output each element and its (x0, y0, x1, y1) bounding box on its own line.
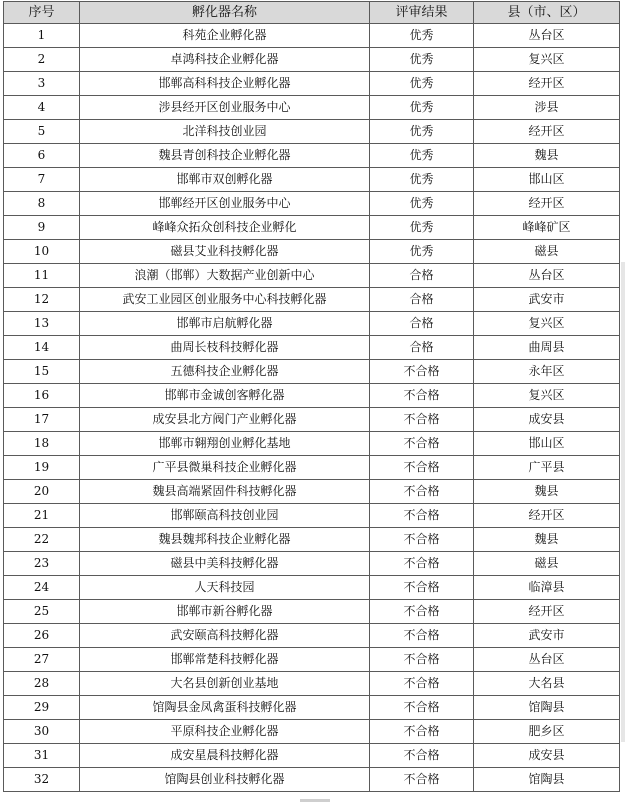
cell-incubator-name: 磁县中美科技孵化器 (80, 552, 370, 576)
cell-index: 11 (4, 264, 80, 288)
cell-district: 经开区 (474, 504, 620, 528)
cell-incubator-name: 魏县高端紧固件科技孵化器 (80, 480, 370, 504)
cell-evaluation-result: 不合格 (370, 504, 474, 528)
table-row (4, 240, 620, 264)
cell-index: 22 (4, 528, 80, 552)
cell-evaluation-result: 优秀 (370, 48, 474, 72)
cell-evaluation-result: 不合格 (370, 648, 474, 672)
cell-district: 复兴区 (474, 312, 620, 336)
cell-index: 23 (4, 552, 80, 576)
cell-district: 复兴区 (474, 384, 620, 408)
cell-district: 馆陶县 (474, 768, 620, 792)
cell-index: 12 (4, 288, 80, 312)
cell-index: 9 (4, 216, 80, 240)
cell-district: 成安县 (474, 408, 620, 432)
cell-evaluation-result: 不合格 (370, 456, 474, 480)
cell-index: 4 (4, 96, 80, 120)
table-row (4, 552, 620, 576)
table-row (4, 360, 620, 384)
cell-evaluation-result: 优秀 (370, 120, 474, 144)
cell-district: 复兴区 (474, 48, 620, 72)
table-row (4, 744, 620, 768)
table-row (4, 216, 620, 240)
cell-evaluation-result: 不合格 (370, 672, 474, 696)
cell-district: 魏县 (474, 144, 620, 168)
table-row (4, 504, 620, 528)
cell-incubator-name: 峰峰众拓众创科技企业孵化 (80, 216, 370, 240)
cell-incubator-name: 邯郸市双创孵化器 (80, 168, 370, 192)
cell-district: 广平县 (474, 456, 620, 480)
cell-evaluation-result: 合格 (370, 312, 474, 336)
cell-index: 15 (4, 360, 80, 384)
cell-district: 磁县 (474, 552, 620, 576)
cell-index: 2 (4, 48, 80, 72)
cell-district: 涉县 (474, 96, 620, 120)
cell-evaluation-result: 优秀 (370, 216, 474, 240)
cell-index: 13 (4, 312, 80, 336)
cell-evaluation-result: 优秀 (370, 168, 474, 192)
cell-index: 20 (4, 480, 80, 504)
table-row (4, 264, 620, 288)
table-row (4, 696, 620, 720)
cell-evaluation-result: 优秀 (370, 240, 474, 264)
cell-evaluation-result: 合格 (370, 288, 474, 312)
cell-evaluation-result: 不合格 (370, 624, 474, 648)
cell-evaluation-result: 不合格 (370, 576, 474, 600)
cell-district: 馆陶县 (474, 696, 620, 720)
cell-district: 曲周县 (474, 336, 620, 360)
cell-incubator-name: 邯郸市新谷孵化器 (80, 600, 370, 624)
cell-district: 经开区 (474, 192, 620, 216)
cell-index: 16 (4, 384, 80, 408)
cell-evaluation-result: 优秀 (370, 96, 474, 120)
table-row (4, 624, 620, 648)
table-row (4, 672, 620, 696)
table-row (4, 288, 620, 312)
cell-district: 丛台区 (474, 264, 620, 288)
cell-evaluation-result: 不合格 (370, 696, 474, 720)
cell-index: 8 (4, 192, 80, 216)
cell-index: 6 (4, 144, 80, 168)
cell-evaluation-result: 不合格 (370, 528, 474, 552)
cell-index: 25 (4, 600, 80, 624)
table-row (4, 168, 620, 192)
cell-district: 峰峰矿区 (474, 216, 620, 240)
cell-district: 经开区 (474, 120, 620, 144)
cell-incubator-name: 魏县青创科技企业孵化器 (80, 144, 370, 168)
table-row (4, 384, 620, 408)
cell-incubator-name: 邯郸市翱翔创业孵化基地 (80, 432, 370, 456)
cell-index: 14 (4, 336, 80, 360)
cell-index: 7 (4, 168, 80, 192)
table-body (4, 24, 620, 792)
cell-evaluation-result: 优秀 (370, 24, 474, 48)
cell-incubator-name: 魏县魏邦科技企业孵化器 (80, 528, 370, 552)
cell-district: 临漳县 (474, 576, 620, 600)
cell-incubator-name: 武安颐高科技孵化器 (80, 624, 370, 648)
header-district: 县（市、区） (474, 2, 620, 24)
cell-index: 26 (4, 624, 80, 648)
cell-index: 29 (4, 696, 80, 720)
table-row (4, 456, 620, 480)
cell-incubator-name: 邯郸市金诚创客孵化器 (80, 384, 370, 408)
cell-index: 5 (4, 120, 80, 144)
table-row (4, 648, 620, 672)
cell-district: 经开区 (474, 72, 620, 96)
table-row (4, 600, 620, 624)
header-row (4, 2, 620, 24)
cell-district: 魏县 (474, 528, 620, 552)
cell-incubator-name: 邯郸经开区创业服务中心 (80, 192, 370, 216)
cell-evaluation-result: 不合格 (370, 432, 474, 456)
cell-district: 经开区 (474, 600, 620, 624)
header-incubator-name: 孵化器名称 (80, 2, 370, 24)
cell-incubator-name: 成安县北方阀门产业孵化器 (80, 408, 370, 432)
cell-evaluation-result: 不合格 (370, 360, 474, 384)
cell-index: 18 (4, 432, 80, 456)
header-evaluation-result: 评审结果 (370, 2, 474, 24)
table-row (4, 96, 620, 120)
cell-incubator-name: 平原科技企业孵化器 (80, 720, 370, 744)
table-row (4, 528, 620, 552)
cell-incubator-name: 北洋科技创业园 (80, 120, 370, 144)
cell-district: 丛台区 (474, 648, 620, 672)
cell-index: 28 (4, 672, 80, 696)
table-row (4, 432, 620, 456)
table-row (4, 480, 620, 504)
cell-district: 永年区 (474, 360, 620, 384)
cell-evaluation-result: 不合格 (370, 480, 474, 504)
cell-incubator-name: 卓鸿科技企业孵化器 (80, 48, 370, 72)
cell-district: 武安市 (474, 288, 620, 312)
table-row (4, 720, 620, 744)
cell-incubator-name: 馆陶县金凤禽蛋科技孵化器 (80, 696, 370, 720)
table-row (4, 336, 620, 360)
cell-incubator-name: 科苑企业孵化器 (80, 24, 370, 48)
cell-district: 魏县 (474, 480, 620, 504)
cell-index: 17 (4, 408, 80, 432)
cell-incubator-name: 邯郸高科科技企业孵化器 (80, 72, 370, 96)
cell-index: 19 (4, 456, 80, 480)
cell-evaluation-result: 不合格 (370, 600, 474, 624)
cell-district: 邯山区 (474, 168, 620, 192)
cell-evaluation-result: 合格 (370, 264, 474, 288)
cell-incubator-name: 大名县创新创业基地 (80, 672, 370, 696)
cell-incubator-name: 武安工业园区创业服务中心科技孵化器 (80, 288, 370, 312)
cell-index: 3 (4, 72, 80, 96)
cell-evaluation-result: 合格 (370, 336, 474, 360)
scrollbar-track (621, 262, 625, 742)
cell-evaluation-result: 不合格 (370, 720, 474, 744)
cell-district: 磁县 (474, 240, 620, 264)
incubator-evaluation-table (3, 1, 620, 792)
cell-incubator-name: 涉县经开区创业服务中心 (80, 96, 370, 120)
table-row (4, 408, 620, 432)
cell-district: 肥乡区 (474, 720, 620, 744)
table-row (4, 768, 620, 792)
cell-index: 21 (4, 504, 80, 528)
cell-incubator-name: 磁县艾业科技孵化器 (80, 240, 370, 264)
cell-incubator-name: 人天科技园 (80, 576, 370, 600)
cell-district: 成安县 (474, 744, 620, 768)
cell-evaluation-result: 不合格 (370, 744, 474, 768)
table-row (4, 192, 620, 216)
cell-incubator-name: 广平县微巢科技企业孵化器 (80, 456, 370, 480)
cell-index: 1 (4, 24, 80, 48)
cell-index: 31 (4, 744, 80, 768)
cell-incubator-name: 曲周长枝科技孵化器 (80, 336, 370, 360)
cell-incubator-name: 馆陶县创业科技孵化器 (80, 768, 370, 792)
table-row (4, 48, 620, 72)
cell-evaluation-result: 优秀 (370, 192, 474, 216)
cell-evaluation-result: 优秀 (370, 72, 474, 96)
cell-evaluation-result: 不合格 (370, 408, 474, 432)
table-row (4, 72, 620, 96)
header-index: 序号 (4, 2, 80, 24)
cell-incubator-name: 成安星晨科技孵化器 (80, 744, 370, 768)
cell-district: 武安市 (474, 624, 620, 648)
cell-incubator-name: 浪潮（邯郸）大数据产业创新中心 (80, 264, 370, 288)
cell-evaluation-result: 不合格 (370, 768, 474, 792)
table-row (4, 576, 620, 600)
cell-incubator-name: 邯郸常楚科技孵化器 (80, 648, 370, 672)
cell-district: 大名县 (474, 672, 620, 696)
table-row (4, 24, 620, 48)
cell-incubator-name: 邯郸市启航孵化器 (80, 312, 370, 336)
cell-district: 邯山区 (474, 432, 620, 456)
cell-index: 10 (4, 240, 80, 264)
cell-evaluation-result: 不合格 (370, 552, 474, 576)
cell-index: 32 (4, 768, 80, 792)
cell-incubator-name: 五德科技企业孵化器 (80, 360, 370, 384)
cell-district: 丛台区 (474, 24, 620, 48)
table-row (4, 144, 620, 168)
cell-incubator-name: 邯郸颐高科技创业园 (80, 504, 370, 528)
cell-evaluation-result: 优秀 (370, 144, 474, 168)
cell-evaluation-result: 不合格 (370, 384, 474, 408)
cell-index: 24 (4, 576, 80, 600)
table-row (4, 312, 620, 336)
cell-index: 27 (4, 648, 80, 672)
table-row (4, 120, 620, 144)
cell-index: 30 (4, 720, 80, 744)
